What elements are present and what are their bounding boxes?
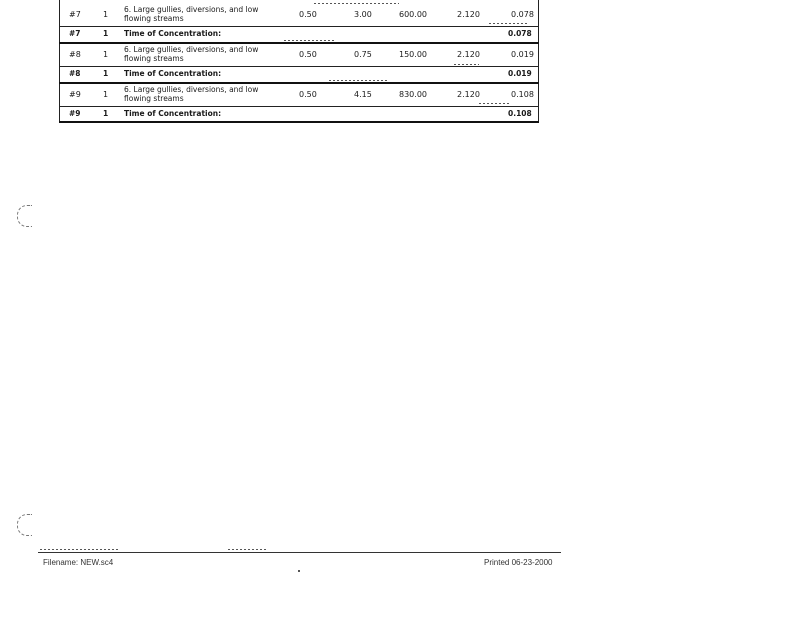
- subarea-number: 1: [103, 10, 109, 19]
- tc-value: 0.078: [508, 29, 532, 38]
- scan-artifact: [298, 570, 300, 572]
- value-col-4: 2.120: [457, 10, 480, 19]
- footer-printed-date: Printed 06-23-2000: [484, 558, 553, 567]
- flow-description: 6. Large gullies, diversions, and low flowing streams: [124, 5, 259, 23]
- punch-hole-mark: [17, 205, 32, 227]
- reach-id: #8: [69, 50, 81, 59]
- tc-value: 0.019: [508, 69, 532, 78]
- value-col-3: 150.00: [399, 50, 427, 59]
- value-col-1: 0.50: [299, 10, 317, 19]
- value-col-4: 2.120: [457, 50, 480, 59]
- table-bottom-border: [59, 121, 539, 123]
- subarea-number: 1: [103, 50, 109, 59]
- value-col-1: 0.50: [299, 50, 317, 59]
- tc-reach-id: #9: [69, 109, 81, 118]
- tc-label: Time of Concentration:: [124, 109, 222, 118]
- value-col-5: 0.078: [511, 10, 534, 19]
- reach-id: #9: [69, 90, 81, 99]
- tc-reach-id: #7: [69, 29, 81, 38]
- scan-artifact: [314, 3, 399, 4]
- value-col-2: 3.00: [354, 10, 372, 19]
- tc-label: Time of Concentration:: [124, 69, 222, 78]
- footer-filename: Filename: NEW.sc4: [43, 558, 114, 567]
- reach-id: #7: [69, 10, 81, 19]
- flow-description: 6. Large gullies, diversions, and low flowing streams: [124, 45, 259, 63]
- tc-value: 0.108: [508, 109, 532, 118]
- value-col-4: 2.120: [457, 90, 480, 99]
- scan-artifact: [228, 549, 268, 550]
- value-col-2: 0.75: [354, 50, 372, 59]
- scan-artifact: [284, 40, 334, 41]
- footer-rule: [38, 552, 561, 553]
- tc-subarea: 1: [103, 69, 109, 78]
- scan-artifact: [489, 23, 529, 24]
- value-col-5: 0.108: [511, 90, 534, 99]
- value-col-3: 600.00: [399, 10, 427, 19]
- scan-artifact: [479, 103, 509, 104]
- tc-subarea: 1: [103, 109, 109, 118]
- scan-artifact: [329, 80, 389, 81]
- value-col-3: 830.00: [399, 90, 427, 99]
- value-col-5: 0.019: [511, 50, 534, 59]
- tc-subarea: 1: [103, 29, 109, 38]
- flow-description: 6. Large gullies, diversions, and low flowing streams: [124, 85, 259, 103]
- tc-reach-id: #8: [69, 69, 81, 78]
- scan-artifact: [40, 549, 120, 550]
- punch-hole-mark: [17, 514, 32, 536]
- value-col-1: 0.50: [299, 90, 317, 99]
- scan-artifact: [454, 64, 479, 65]
- tc-label: Time of Concentration:: [124, 29, 222, 38]
- value-col-2: 4.15: [354, 90, 372, 99]
- subarea-number: 1: [103, 90, 109, 99]
